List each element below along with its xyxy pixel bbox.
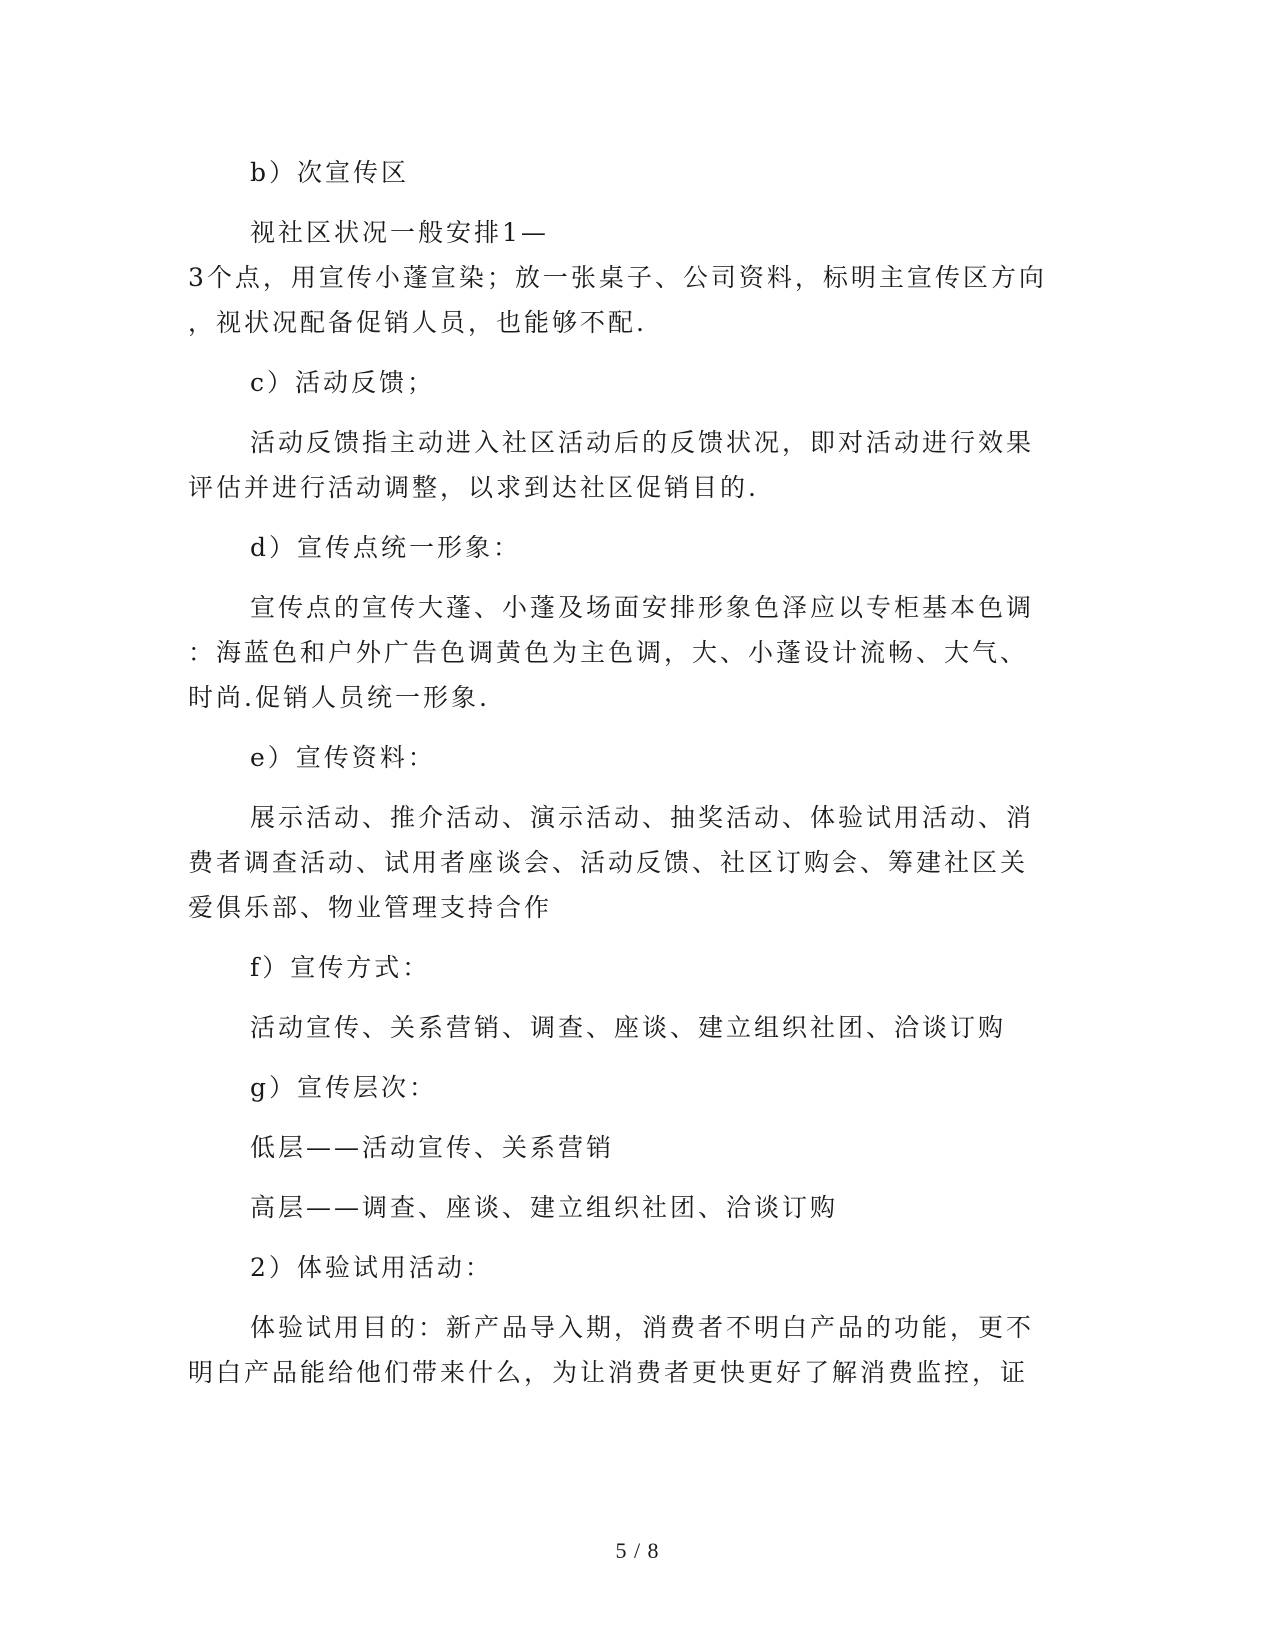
paragraph <box>188 795 1068 930</box>
text-line: 明白产品能给他们带来什么，为让消费者更快更好了解消费监控，证 <box>188 1358 1029 1387</box>
paragraph-heading-d <box>188 525 1068 570</box>
text-line: 展示活动、推介活动、演示活动、抽奖活动、体验试用活动、消 <box>250 803 1035 832</box>
paragraph <box>188 585 1068 720</box>
paragraph-heading-b <box>188 150 1068 195</box>
document-body <box>188 150 1068 1395</box>
text-line: 爱俱乐部、物业管理支持合作 <box>188 893 553 922</box>
text-line: ：海蓝色和户外广告色调黄色为主色调，大、小蓬设计流畅、大气、 <box>188 638 1029 667</box>
text-line: b）次宣传区 <box>250 158 410 187</box>
text-line: 体验试用目的：新产品导入期，消费者不明白产品的功能，更不 <box>250 1313 1035 1342</box>
text-line: c）活动反馈； <box>250 368 436 397</box>
text-line: ，视状况配备促销人员，也能够不配. <box>188 308 647 337</box>
text-line: 3个点，用宣传小蓬宣染；放一张桌子、公司资料，标明主宣传区方向 <box>188 263 1047 292</box>
text-line: 活动反馈指主动进入社区活动后的反馈状况，即对活动进行效果 <box>250 428 1035 457</box>
text-line: 时尚.促销人员统一形象. <box>188 683 490 712</box>
text-line: d）宣传点统一形象： <box>250 533 522 562</box>
text-line: 低层——活动宣传、关系营销 <box>250 1133 615 1162</box>
text-line: 2）体验试用活动： <box>250 1253 493 1282</box>
paragraph-heading-c <box>188 360 1068 405</box>
paragraph <box>188 1125 1068 1170</box>
text-line: g）宣传层次： <box>250 1073 438 1102</box>
paragraph <box>188 1185 1068 1230</box>
text-line: 活动宣传、关系营销、调查、座谈、建立组织社团、洽谈订购 <box>250 1013 1007 1042</box>
text-line: 高层——调查、座谈、建立组织社团、洽谈订购 <box>250 1193 839 1222</box>
text-line: 宣传点的宣传大蓬、小蓬及场面安排形象色泽应以专柜基本色调 <box>250 593 1035 622</box>
text-line: f）宣传方式： <box>250 953 431 982</box>
paragraph <box>188 420 1068 510</box>
paragraph <box>188 1305 1068 1395</box>
paragraph-heading-g <box>188 1065 1068 1110</box>
text-line: 费者调查活动、试用者座谈会、活动反馈、社区订购会、筹建社区关 <box>188 848 1029 877</box>
paragraph-heading-2 <box>188 1245 1068 1290</box>
text-line: 视社区状况一般安排1— <box>250 218 549 247</box>
page-number: 5 / 8 <box>615 1538 660 1563</box>
paragraph <box>188 1005 1068 1050</box>
paragraph <box>188 210 1068 345</box>
paragraph-heading-e <box>188 735 1068 780</box>
paragraph-heading-f <box>188 945 1068 990</box>
text-line: e）宣传资料： <box>250 743 436 772</box>
text-line: 评估并进行活动调整，以求到达社区促销目的. <box>188 473 759 502</box>
